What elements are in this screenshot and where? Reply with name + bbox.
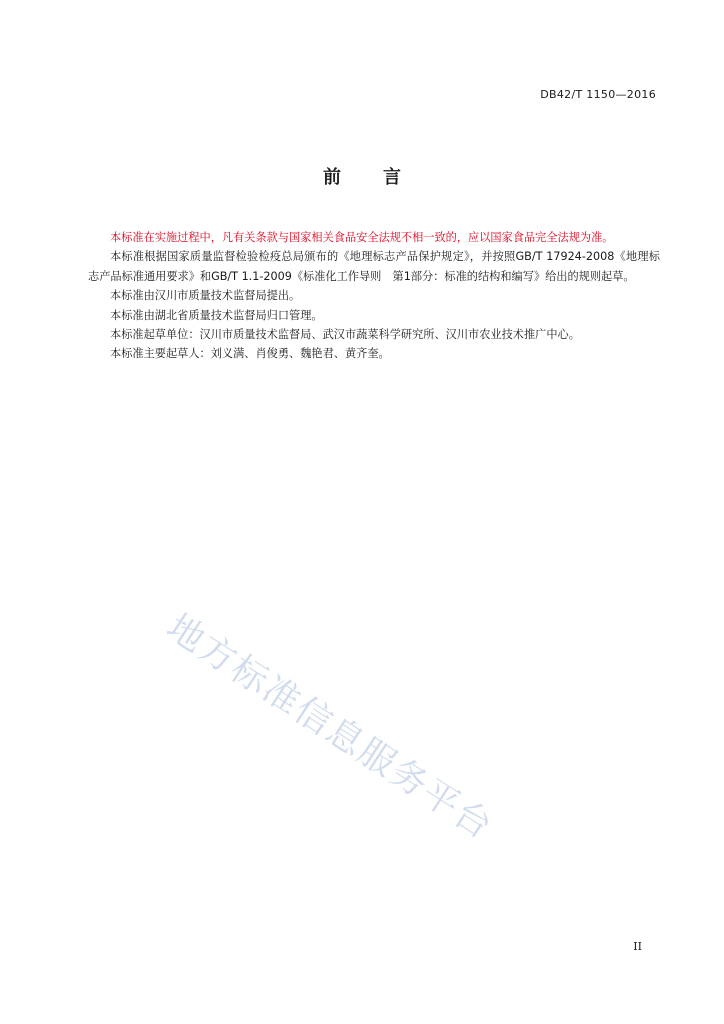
paragraph-drafting-basis: 本标准根据国家质量监督检验检疫总局颁布的《地理标志产品保护规定》，并按照GB/T 17924-2008《地理标志产品标准通用要求》和GB/T 1.1-2009《标准化工作导则 第1部分：标准的结构和编写》给出的规则起草。 xyxy=(88,250,660,283)
paragraph-food-safety-note: 本标准在实施过程中，凡有关条款与国家相关食品安全法规不相一致的，应以国家食品完全法规为准。 xyxy=(110,231,614,244)
page-number: II xyxy=(633,940,642,953)
paragraph-management: 本标准由湖北省质量技术监督局归口管理。 xyxy=(110,308,323,322)
title-char-2: 言 xyxy=(383,167,401,188)
paragraph-drafting-units: 本标准起草单位：汉川市质量技术监督局、武汉市蔬菜科学研究所、汉川市农业技术推广中心。 xyxy=(110,328,580,342)
page-title xyxy=(0,163,724,189)
paragraph-proposer: 本标准由汉川市质量技术监督局提出。 xyxy=(110,289,301,303)
paragraph-drafters: 本标准主要起草人：刘义满、肖俊勇、魏艳君、黄齐奎。 xyxy=(110,347,390,361)
watermark-text: 地方标准信息服务平台 xyxy=(159,606,501,849)
document-code: DB42/T 1150—2016 xyxy=(540,88,656,101)
foreword-body xyxy=(88,228,660,364)
title-char-1: 前 xyxy=(323,167,341,188)
